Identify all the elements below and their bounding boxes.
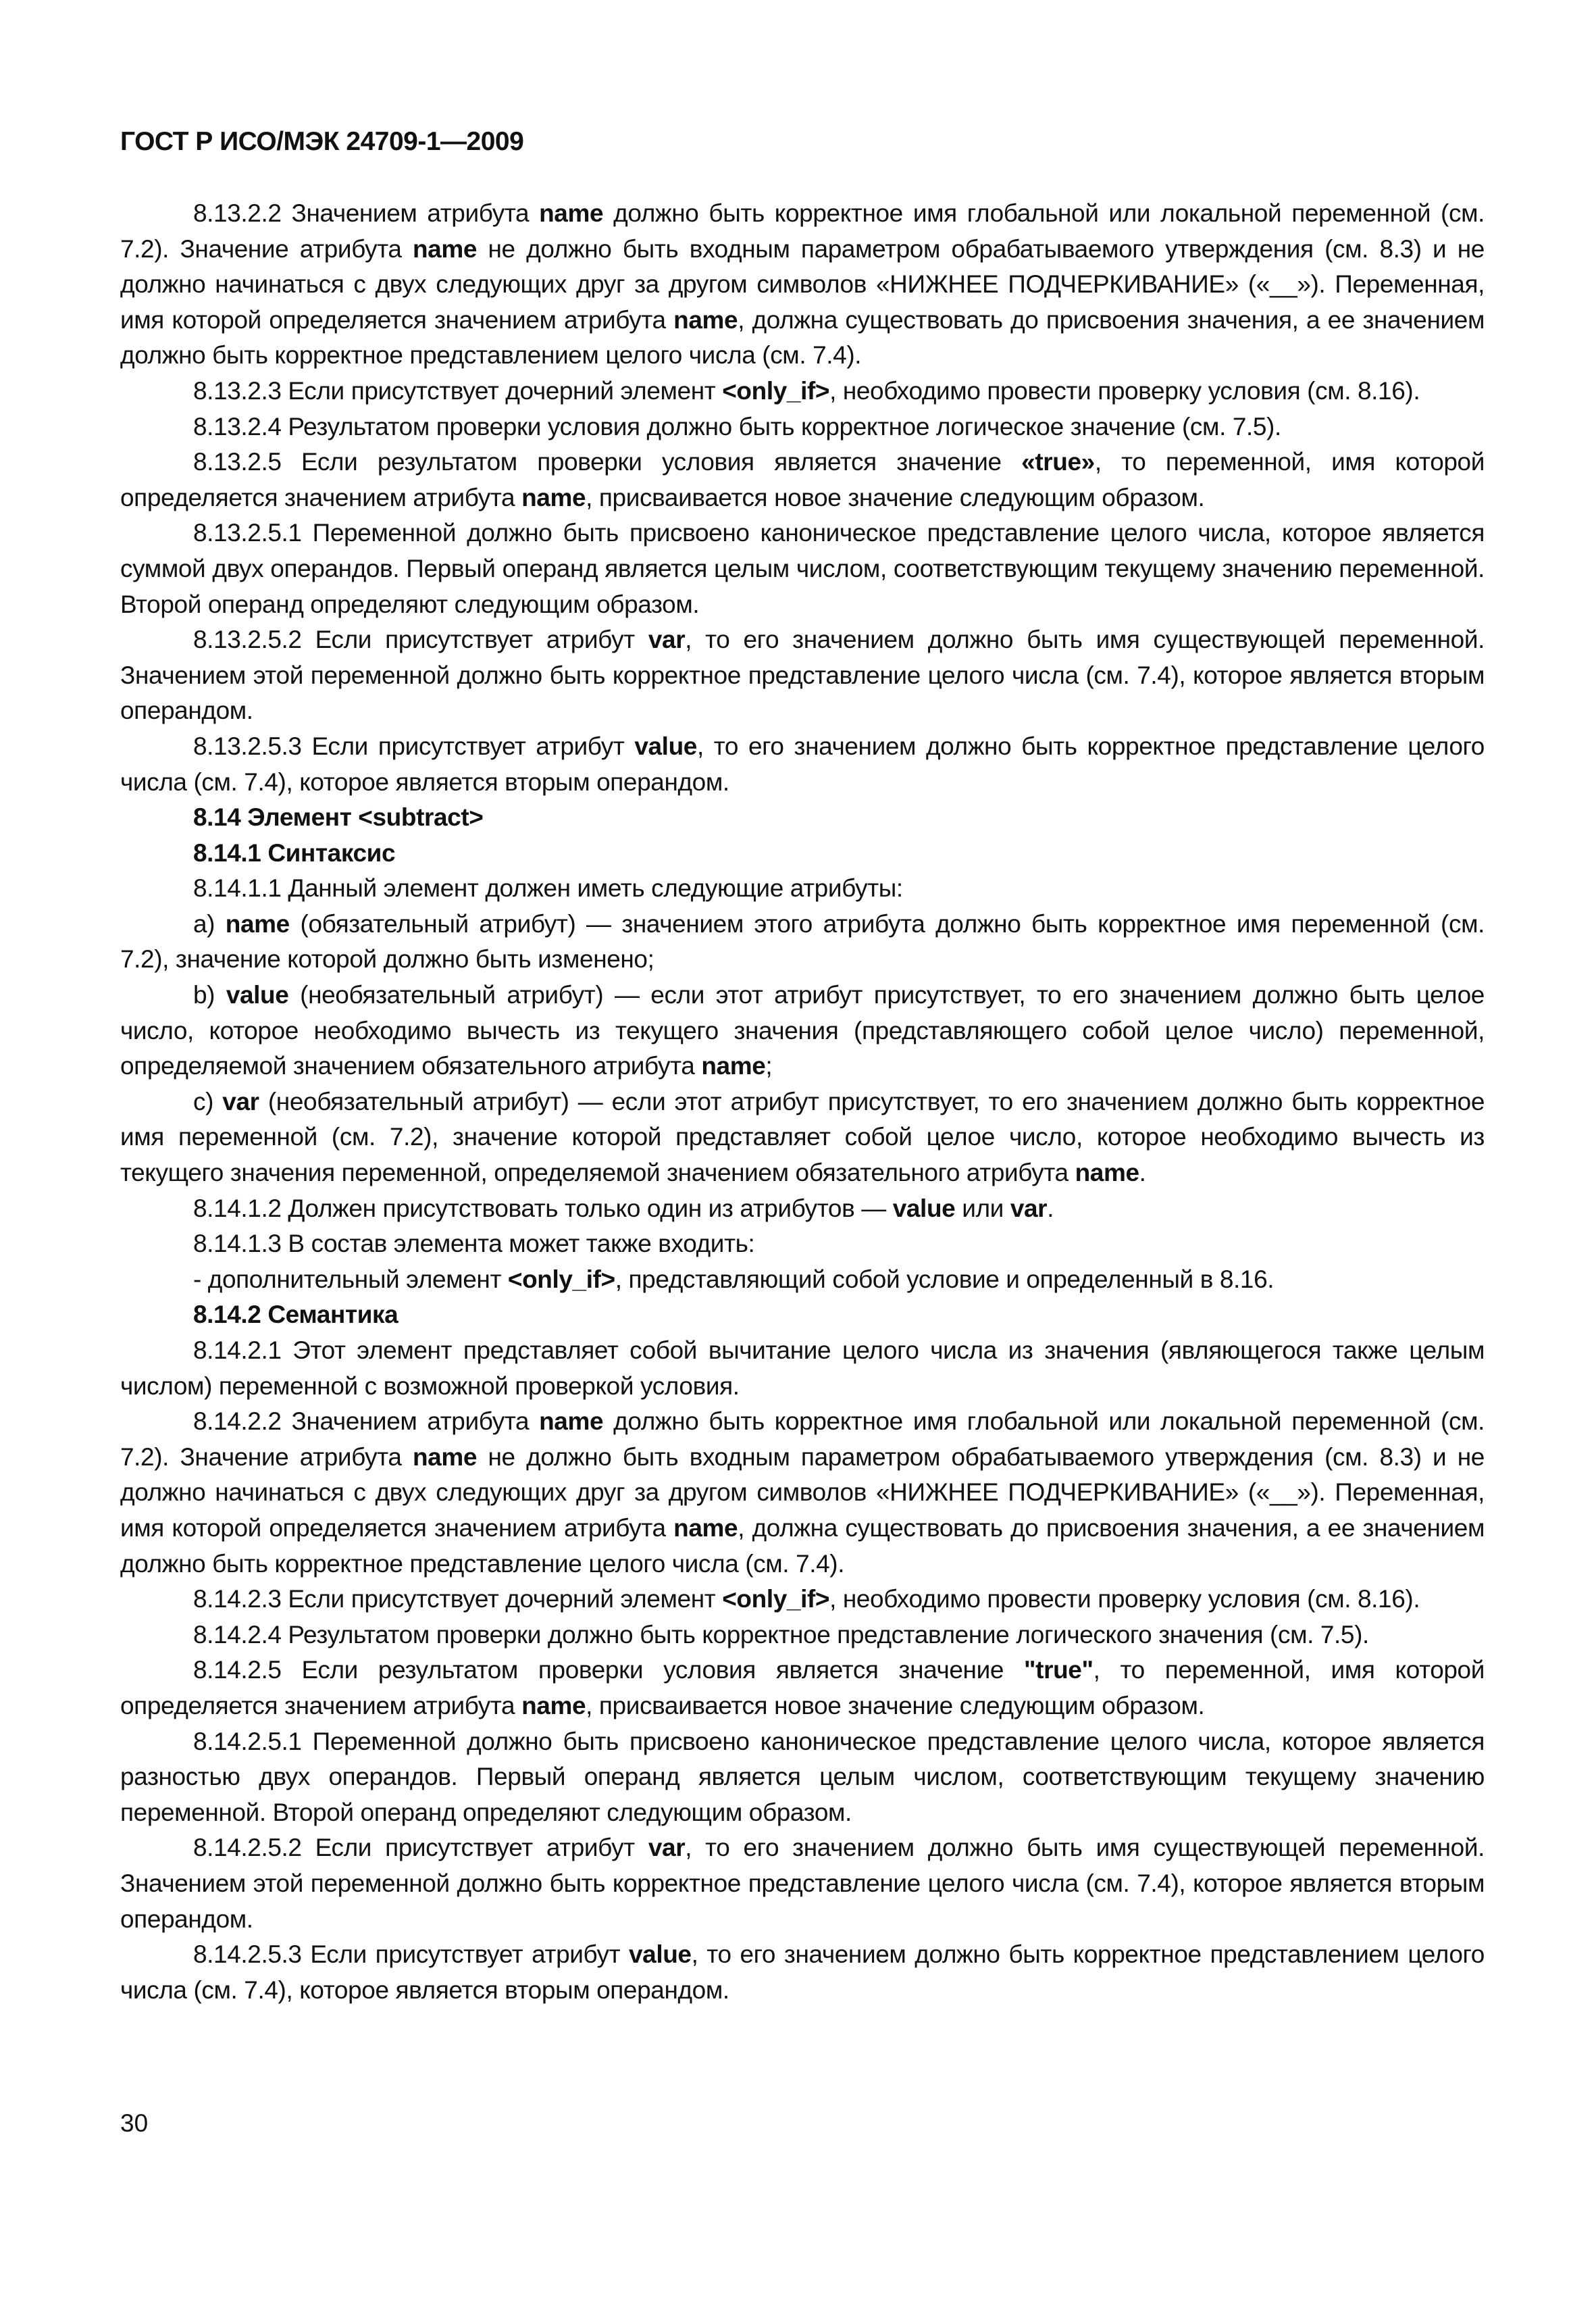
text-run: .: [1139, 1159, 1146, 1187]
text-run: 8.14.2.5.3 Если присутствует атрибут: [193, 1940, 629, 1969]
paragraph: [120, 622, 1485, 729]
text-run: - дополнительный элемент: [193, 1265, 508, 1293]
paragraph: [120, 374, 1485, 409]
standard-header: ГОСТ Р ИСО/МЭК 24709-1—2009: [120, 127, 524, 156]
text-run: , присваивается новое значение следующим образом.: [586, 1691, 1205, 1719]
bold-term: value: [634, 732, 697, 760]
text-run: не должно быть входным параметром обрабатываемого утверждения (см. 8.3) и не должно начинаться с двух следующих друг за другом символов «НИЖНЕЕ ПОДЧЕРКИВАНИЕ» («__»). Переменная, имя которой определяется значением атрибута: [120, 234, 1485, 334]
paragraph: [120, 1262, 1485, 1298]
text-run: , то переменной, имя которой определяется значением атрибута: [120, 448, 1485, 511]
bold-term: name: [673, 305, 738, 334]
text-run: , то его значением должно быть имя существующей переменной. Значением этой переменной должно быть корректное представление целого числа (см. 7.4), которое является вторым операндом.: [120, 1834, 1485, 1933]
text-run: , необходимо провести проверку условия (см. 8.16).: [829, 376, 1420, 405]
bold-term: var: [1010, 1194, 1048, 1222]
text-run: , то его значением должно быть имя существующей переменной. Значением этой переменной должно быть корректное представление целого числа (см. 7.4), которое является вторым операндом.: [120, 626, 1485, 725]
bold-term: name: [412, 234, 478, 263]
paragraph: [120, 196, 1485, 374]
text-run: 8.13.2.5.3 Если присутствует атрибут: [193, 732, 635, 760]
text-run: (необязательный атрибут) — если этот атрибут присутствует, то его значением должно быть целое число, которое необходимо вычесть из текущего значения (представляющего собой целое число) переменной, определяемой значением обязательного атрибута: [120, 981, 1485, 1080]
bold-term: name: [539, 199, 604, 227]
paragraph: [120, 871, 1485, 907]
bold-term: name: [521, 483, 586, 511]
text-run: , присваивается новое значение следующим образом.: [586, 483, 1205, 511]
bold-term: name: [539, 1407, 604, 1436]
text-run: 8.14.2.5.2 Если присутствует атрибут: [193, 1834, 648, 1862]
text-run: должно быть корректное имя глобальной или локальной переменной (см. 7.2). Значение атрибута: [120, 199, 1485, 263]
section-heading: 8.14 Элемент <subtract>: [193, 803, 484, 832]
paragraph: [120, 1582, 1485, 1617]
text-run: должно быть корректное имя глобальной или локальной переменной (см. 7.2). Значение атрибута: [120, 1407, 1485, 1471]
text-run: 8.14.2.3 Если присутствует дочерний элемент: [193, 1585, 723, 1613]
text-run: (необязательный атрибут) — если этот атрибут присутствует, то его значением должно быть корректное имя переменной (см. 7.2), значение которой представляет собой целое число, которое необходимо вычесть из текущего значения переменной, определяемой значением обязательного атрибута: [120, 1087, 1485, 1187]
text-run: , необходимо провести проверку условия (см. 8.16).: [829, 1585, 1420, 1613]
text-run: 8.13.2.3 Если присутствует дочерний элемент: [193, 376, 723, 405]
text-run: , то переменной, имя которой определяется значением атрибута: [120, 1656, 1485, 1719]
paragraph: [120, 1226, 1485, 1262]
text-run: , должна существовать до присвоения значения, а ее значением должно быть корректное представление целого числа (см. 7.4).: [120, 1513, 1485, 1578]
page-number: 30: [120, 2109, 149, 2137]
bold-term: <only_if>: [507, 1265, 615, 1293]
text-run: c): [193, 1087, 223, 1115]
paragraph: [120, 1404, 1485, 1582]
text-run: a): [193, 909, 226, 938]
bold-term: var: [648, 1834, 686, 1862]
text-run: , должна существовать до присвоения значения, а ее значением должно быть корректное представлением целого числа (см. 7.4).: [120, 305, 1485, 370]
text-run: b): [193, 981, 226, 1009]
text-run: 8.14.1.1 Данный элемент должен иметь следующие атрибуты:: [193, 874, 903, 903]
bold-term: «true»: [1021, 448, 1095, 476]
text-run: не должно быть входным параметром обрабатываемого утверждения (см. 8.3) и не должно начинаться с двух следующих друг за другом символов «НИЖНЕЕ ПОДЧЕРКИВАНИЕ» («__»). Переменная, имя которой определяется значением атрибута: [120, 1442, 1485, 1542]
bold-term: name: [412, 1442, 478, 1471]
bold-term: name: [673, 1513, 738, 1542]
bold-term: <only_if>: [722, 376, 830, 405]
text-run: 8.13.2.2 Значением атрибута: [193, 199, 540, 227]
text-run: (обязательный атрибут) — значением этого атрибута должно быть корректное имя переменной (см. 7.2), значение которой должно быть изменено;: [120, 909, 1485, 974]
paragraph: [120, 729, 1485, 800]
bold-term: value: [892, 1194, 956, 1222]
text-run: 8.14.1.2 Должен присутствовать только один из атрибутов —: [193, 1194, 893, 1222]
text-run: .: [1047, 1194, 1054, 1222]
paragraph: [120, 1937, 1485, 2008]
text-run: 8.14.2.1 Этот элемент представляет собой вычитание целого числа из значения (являющегося также целым числом) переменной с возможной проверкой условия.: [120, 1336, 1485, 1400]
text-run: , то его значением должно быть корректное представление целого числа (см. 7.4), которое является вторым операндом.: [120, 732, 1485, 796]
text-run: , представляющий собой условие и определенный в 8.16.: [615, 1265, 1275, 1293]
text-run: 8.13.2.5 Если результатом проверки условия является значение: [193, 448, 1022, 476]
text-run: 8.14.2.5.1 Переменной должно быть присвоено каноническое представление целого числа, которое является разностью двух операндов. Первый операнд является целым числом, соответствующим текущему значению переменной. Второй операнд определяют следующим образом.: [120, 1727, 1485, 1826]
paragraph: [120, 978, 1485, 1084]
paragraph: [120, 1724, 1485, 1831]
document-body: [120, 196, 1485, 2008]
text-run: ;: [765, 1052, 773, 1080]
bold-term: name: [521, 1691, 586, 1719]
bold-term: name: [225, 909, 290, 938]
paragraph: [120, 445, 1485, 515]
text-run: 8.14.2.2 Значением атрибута: [193, 1407, 540, 1436]
text-run: 8.14.2.5 Если результатом проверки условия является значение: [193, 1656, 1025, 1684]
bold-term: name: [1075, 1159, 1139, 1187]
bold-term: value: [628, 1940, 692, 1969]
text-run: , то его значением должно быть корректное представлением целого числа (см. 7.4), которое является вторым операндом.: [120, 1940, 1485, 2004]
paragraph: [120, 1830, 1485, 1937]
text-run: 8.14.2.4 Результатом проверки должно быть корректное представление логического значения (см. 7.5).: [193, 1620, 1369, 1649]
bold-term: "true": [1024, 1656, 1093, 1684]
bold-term: var: [648, 626, 686, 654]
bold-term: var: [222, 1087, 259, 1115]
text-run: 8.13.2.5.2 Если присутствует атрибут: [193, 626, 648, 654]
text-run: 8.13.2.4 Результатом проверки условия должно быть корректное логическое значение (см. 7.5).: [193, 412, 1281, 441]
bold-term: name: [701, 1052, 766, 1080]
section-heading: 8.14.2 Семантика: [193, 1301, 398, 1329]
text-run: 8.14.1.3 В состав элемента может также входить:: [193, 1230, 755, 1258]
bold-term: <only_if>: [722, 1585, 830, 1613]
paragraph: [120, 1617, 1485, 1653]
paragraph: [120, 1191, 1485, 1227]
paragraph: [120, 1653, 1485, 1724]
paragraph: [120, 515, 1485, 622]
text-run: или: [955, 1194, 1010, 1222]
paragraph: [120, 409, 1485, 445]
section-heading: 8.14.1 Синтаксис: [193, 838, 396, 867]
paragraph: [120, 1084, 1485, 1191]
bold-term: value: [226, 981, 289, 1009]
paragraph: [120, 907, 1485, 978]
paragraph: [120, 1333, 1485, 1404]
text-run: 8.13.2.5.1 Переменной должно быть присвоено каноническое представление целого числа, которое является суммой двух операндов. Первый операнд является целым числом, соответствующим текущему значению переменной. Второй операнд определяют следующим образом.: [120, 519, 1485, 618]
